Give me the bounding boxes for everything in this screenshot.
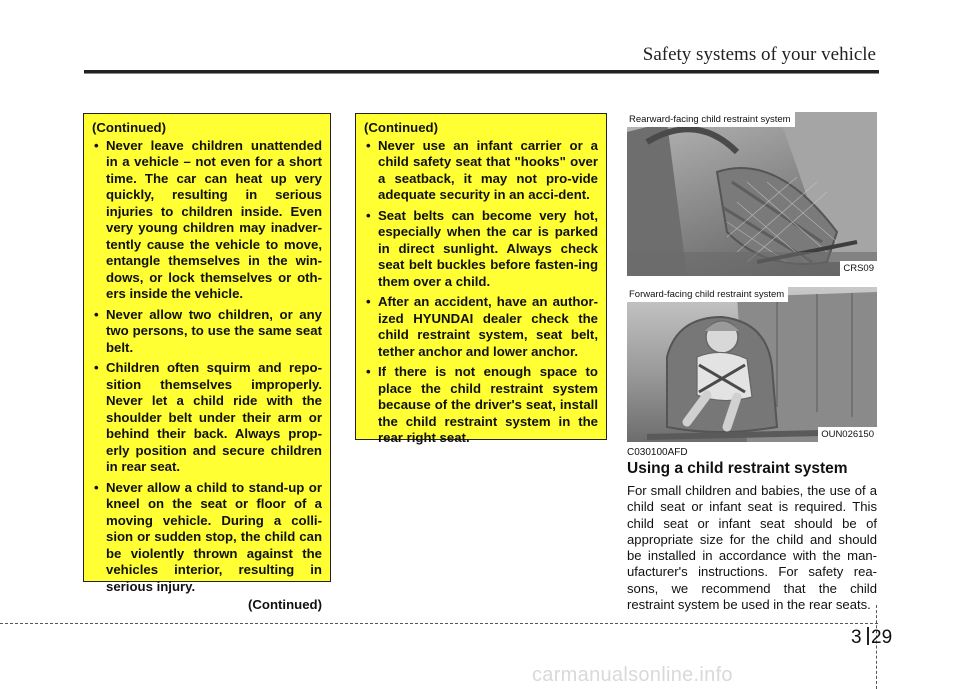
page-number: 29 (871, 627, 893, 648)
header-rule-thin (84, 73, 879, 74)
figure-caption: Rearward-facing child restraint system (627, 112, 795, 127)
warning-item: • Never allow a child to stand-up or kneel on the seat or floor of a moving vehicle. During a colli-sion or sudden stop, the child can be violently thrown against the vehicles interior, resulting in serious injury. (92, 480, 322, 596)
continued-label-bottom: (Continued) (248, 597, 322, 612)
warning-item: • Never allow two children, or any two persons, to use the same seat belt. (92, 307, 322, 357)
continued-label-top: (Continued) (364, 120, 438, 135)
watermark: carmanualsonline.info (532, 664, 733, 686)
chapter-number: 3 (851, 627, 862, 648)
warning-box-left (83, 113, 331, 612)
warning-box-middle (355, 113, 607, 445)
figure-caption: Forward-facing child restraint system (627, 287, 788, 302)
warning-list (92, 138, 322, 596)
section-body: For small children and babies, the use of a child seat or infant seat is required. This child seat or infant seat should be of appropriate size for the child and should be installed in accordance with the man-ufacturer's instructions. For safety rea-sons, we recommend that the child restraint system be used in the rear seats. (627, 483, 877, 613)
forward-facing-seat-figure (627, 287, 877, 442)
warning-item: • If there is not enough space to place the child restraint system because of the driver's seat, install the child restraint system in the rear right seat. (364, 364, 598, 447)
rearward-facing-seat-figure (627, 112, 877, 276)
warning-item: • After an accident, have an author-ized HYUNDAI dealer check the child restraint system, seat belt, tether anchor and lower anchor. (364, 294, 598, 360)
figure-code: OUN026150 (818, 427, 877, 442)
section-code: C030100AFD (627, 447, 688, 458)
page-number-divider (867, 627, 869, 645)
forward-seat-illustration (627, 287, 877, 442)
warning-item: • Seat belts can become very hot, especially when the car is parked in direct sunlight. Always check seat belt buckles before fasten-ing them over a child. (364, 208, 598, 291)
continued-label-top: (Continued) (92, 120, 166, 135)
section-heading: Using a child restraint system (627, 460, 848, 477)
warning-item: • Never leave children unattended in a vehicle – not even for a short time. The car can heat up very quickly, resulting in serious injuries to children inside. Even very young children may inadver-tently cause the vehicle to move, entangle themselves in the win-dows, or lock themselves or oth-ers inside the vehicle. (92, 138, 322, 303)
footer-rule (0, 623, 878, 624)
figure-code: CRS09 (840, 261, 877, 276)
page-header-title: Safety systems of your vehicle (642, 44, 876, 65)
warning-item: • Children often squirm and repo-sition themselves improperly. Never let a child ride with the shoulder belt under their arm or behind their back. Always prop-erly position and secure children in rear seat. (92, 360, 322, 476)
warning-item: • Never use an infant carrier or a child safety seat that "hooks" over a seatback, it may not pro-vide adequate security in an acci-dent. (364, 138, 598, 204)
rearward-seat-illustration (627, 112, 877, 276)
warning-list (364, 138, 598, 447)
